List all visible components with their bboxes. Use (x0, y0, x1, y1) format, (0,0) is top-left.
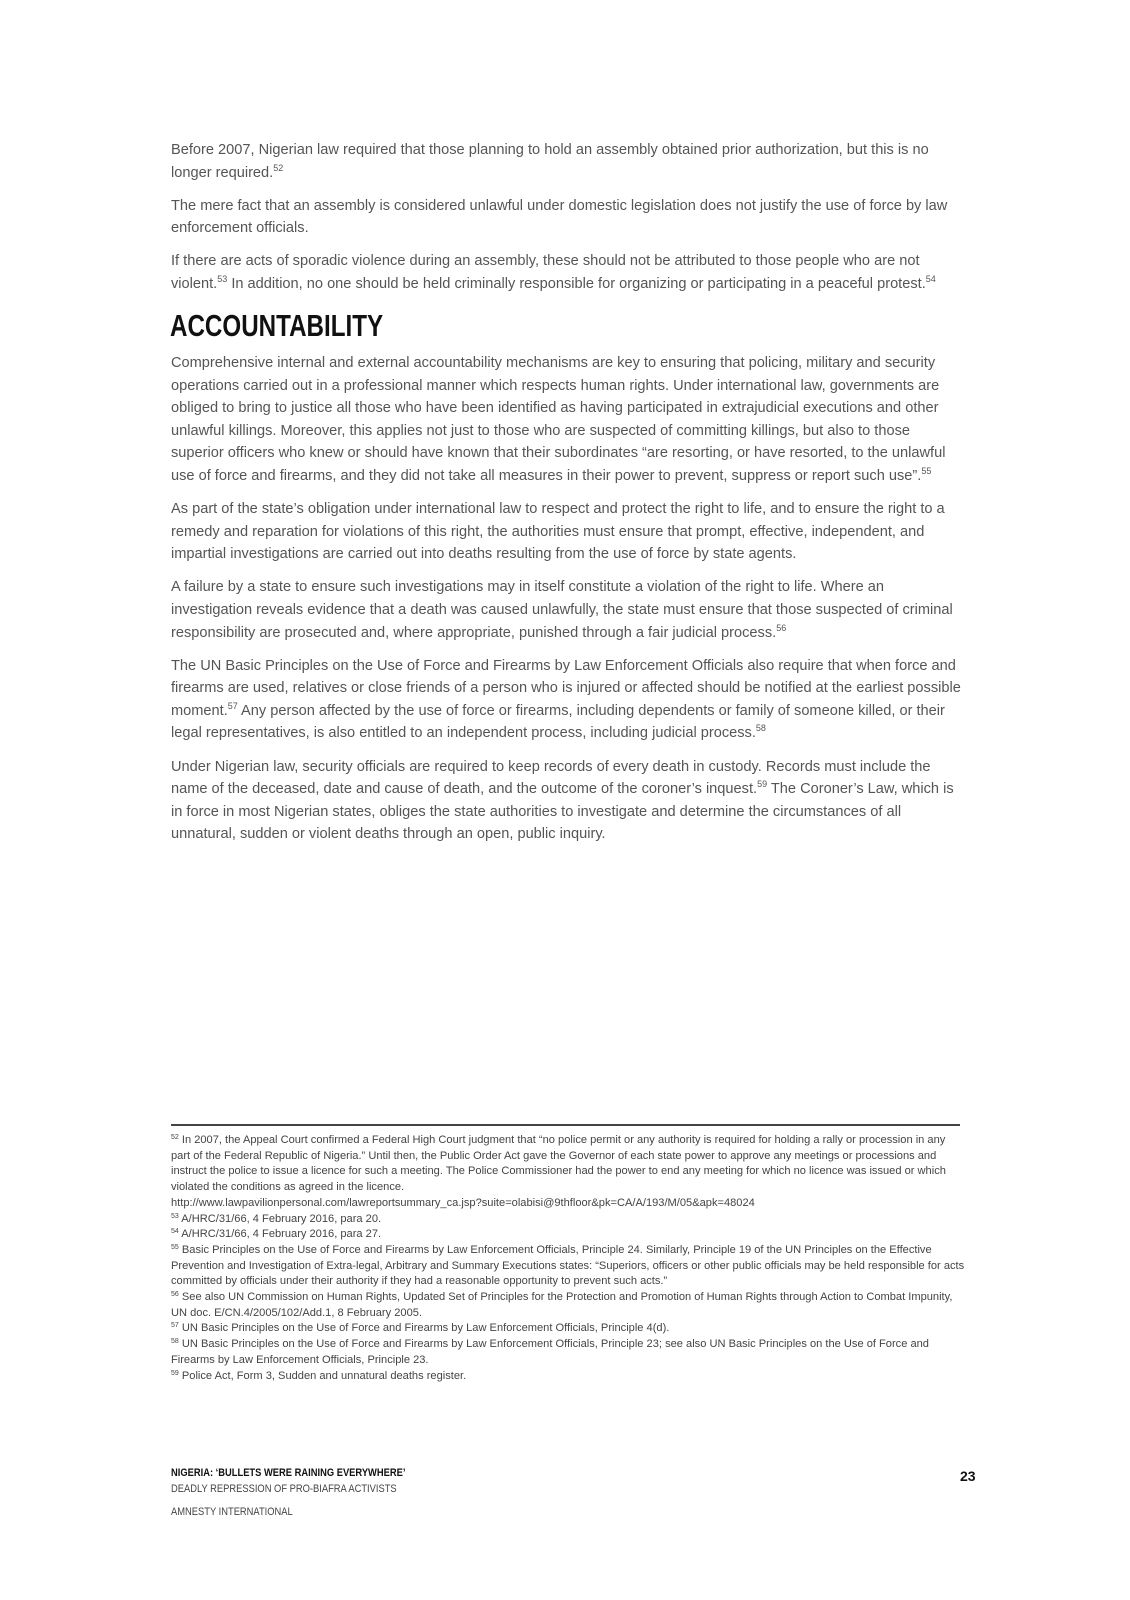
footnote-ref[interactable]: 58 (755, 723, 766, 734)
footnote-text: See also UN Commission on Human Rights, Updated Set of Principles for the Protection and Promotion of Human Rights through Action to Combat Impunity, UN doc. E/CN.4/2005/102/Add.1, 8 February 2005. (171, 1291, 953, 1319)
footnote-number: 59 (171, 1369, 179, 1377)
footnote (171, 1290, 966, 1321)
footnote-ref[interactable]: 54 (925, 273, 936, 284)
paragraph-text: Any person affected by the use of force or firearms, including dependents or family of someone killed, or their legal representatives, is also entitled to an independent process, including judicial process. (171, 702, 945, 742)
paragraph-text: If there are acts of sporadic violence during an assembly, these should not be attributed to those people who are not violent. (171, 253, 920, 292)
paragraph-text: Under Nigerian law, security officials are required to keep records of every death in custody. Records must include the name of the deceased, date and cause of death, and the outcome of the coroner’s inquest. (171, 758, 931, 798)
paragraph (171, 250, 961, 295)
section-heading: ACCOUNTABILITY (170, 308, 384, 344)
footnote-ref[interactable]: 57 (227, 700, 238, 711)
footnote-number: 57 (171, 1322, 179, 1330)
footnote-text: UN Basic Principles on the Use of Force and Firearms by Law Enforcement Officials, Principle 4(d). (178, 1322, 670, 1335)
footnote-ref[interactable]: 56 (776, 622, 787, 633)
footnote-ref[interactable]: 52 (273, 162, 284, 173)
footnote-text: Basic Principles on the Use of Force and Firearms by Law Enforcement Officials, Principle 24. Similarly, Principle 19 of the UN Principles on the Effective Prevention and Investigation of Extra-legal, Arbitrary and Summary Executions states: “Superiors, officers or other public officials may be held responsible for acts committed by officials under their authority if they had a reasonable opportunity to prevent such acts.” (171, 1243, 965, 1288)
footnote-number: 53 (171, 1212, 179, 1220)
footnote-ref[interactable]: 59 (757, 779, 768, 790)
paragraph (171, 139, 961, 184)
footnote-ref[interactable]: 55 (921, 466, 932, 477)
body-text (171, 139, 961, 856)
footnote (171, 1321, 966, 1337)
footnote (171, 1212, 966, 1228)
footnote-number: 56 (171, 1291, 179, 1299)
footnote-number: 52 (171, 1134, 179, 1141)
paragraph (171, 576, 961, 644)
paragraph-text: The Coroner’s Law, which is in force in most Nigerian states, obliges the state authorities to investigate and determine the circumstances of all unnatural, sudden or violent deaths through an open, public inquiry. (171, 781, 954, 843)
footnote-number: 54 (171, 1228, 179, 1236)
footnote-ref[interactable]: 53 (217, 273, 228, 284)
paragraph-text: Comprehensive internal and external accountability mechanisms are key to ensuring that policing, military and security operations carried out in a professional manner which respects human rights. Under international law, governments are obliged to bring to justice all those who have been identified as having participated in extrajudicial executions and other unlawful killings. Moreover, this applies not just to those who are suspected of committing killings, but also to those superior officers who knew or should have known that their subordinates “are resorting, or have resorted, to the unlawful use of force and firearms, and they did not take all measures in their power to prevent, suppress or report such use”. (171, 355, 946, 485)
paragraph (171, 498, 961, 566)
footnote-text: Police Act, Form 3, Sudden and unnatural deaths register. (178, 1369, 467, 1382)
page-footer (171, 1466, 405, 1521)
paragraph-text: A failure by a state to ensure such investigations may in itself constitute a violation of the right to life. Where an investigation reveals evidence that a death was caused unlawfully, the state must ensure that those suspected of criminal responsibility are prosecuted and, where appropriate, punished through a fair judicial process. (171, 579, 953, 641)
footnote-link[interactable]: http://www.lawpavilionpersonal.com/lawreportsummary_ca.jsp?suite=olabisi@9thfloor&pk=CA/A/193/M/05&apk=48024 (171, 1196, 755, 1209)
page-number: 23 (960, 1468, 976, 1484)
paragraph (171, 756, 961, 846)
paragraph-text: The mere fact that an assembly is considered unlawful under domestic legislation does not justify the use of force by law enforcement officials. (171, 197, 948, 237)
footnotes (171, 1133, 966, 1384)
paragraph (171, 655, 961, 745)
footnote-divider (171, 1124, 960, 1126)
footnote (171, 1369, 966, 1385)
footnote (171, 1133, 966, 1212)
footnote-number: 58 (171, 1338, 179, 1346)
paragraph-text: The UN Basic Principles on the Use of Force and Firearms by Law Enforcement Officials also require that when force and firearms are used, relatives or close friends of a person who is injured or affected should be notified at the earliest possible moment. (171, 657, 961, 719)
footnote (171, 1337, 966, 1368)
paragraph (171, 195, 961, 240)
footnote-text: UN Basic Principles on the Use of Force and Firearms by Law Enforcement Officials, Principle 23; see also UN Basic Principles on the Use of Force and Firearms by Law Enforcement Officials, Principle 23. (171, 1338, 929, 1366)
footnote (171, 1227, 966, 1243)
report-title: NIGERIA: ‘BULLETS WERE RAINING EVERYWHERE’ (171, 1467, 406, 1479)
footnote-number: 55 (171, 1243, 179, 1251)
footnote-text: A/HRC/31/66, 4 February 2016, para 20. (178, 1212, 382, 1225)
paragraph-text: In addition, no one should be held criminally responsible for organizing or participating in a peaceful protest. (227, 275, 926, 292)
footnote-text: In 2007, the Appeal Court confirmed a Federal High Court judgment that “no police permit or any authority is required for holding a rally or procession in any part of the Federal Republic of Nigeria.” Until then, the Public Order Act gave the Governor of each state power to approve any meetings or processions and instruct the police to issue a licence for such a meeting. The Police Commissioner had the power to end any meeting for which no licence was issued or which violated the conditions as agreed in the licence. (171, 1134, 946, 1194)
footnote (171, 1243, 966, 1290)
footnote-text: A/HRC/31/66, 4 February 2016, para 27. (178, 1228, 382, 1241)
paragraph (171, 352, 961, 488)
organization-name: AMNESTY INTERNATIONAL (171, 1506, 293, 1518)
paragraph-text: As part of the state’s obligation under international law to respect and protect the right to life, and to ensure the right to a remedy and reparation for violations of this right, the authorities must ensure that prompt, effective, independent, and impartial investigations are carried out into deaths resulting from the use of force by state agents. (171, 501, 945, 563)
paragraph-text: Before 2007, Nigerian law required that those planning to hold an assembly obtained prior authorization, but this is no longer required. (171, 142, 929, 181)
report-subtitle: DEADLY REPRESSION OF PRO-BIAFRA ACTIVISTS (171, 1482, 397, 1495)
